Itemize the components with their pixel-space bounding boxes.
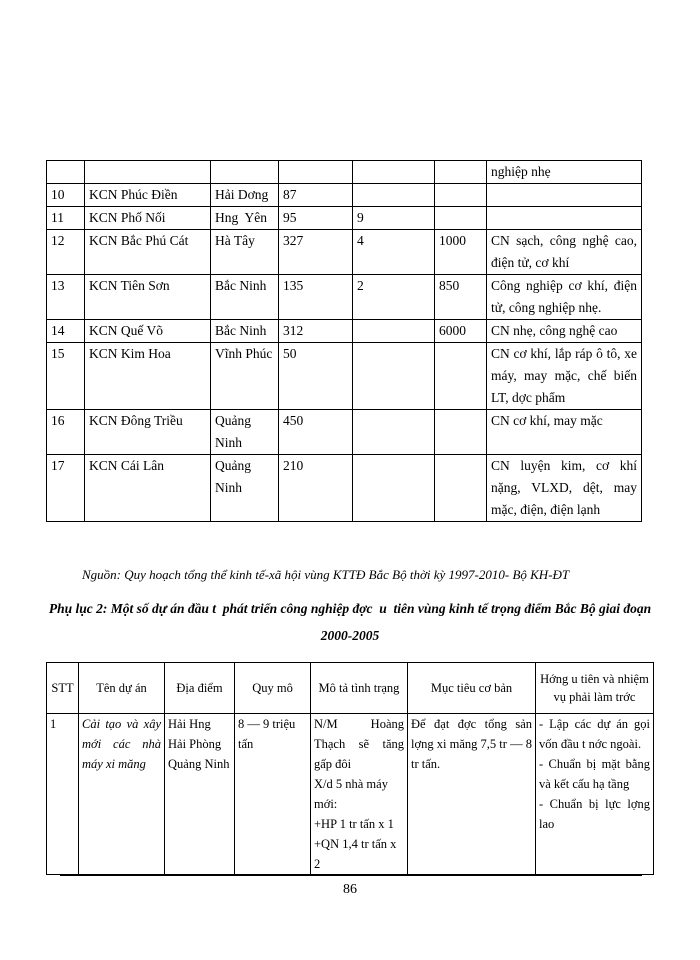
cell-province: Quảng Ninh [211,455,279,522]
table-row [47,184,642,207]
cell-col6 [435,161,487,184]
cell-direction [536,714,654,875]
table-row [47,207,642,230]
cell-no: 13 [47,275,85,320]
cell-col6 [435,184,487,207]
cell-name: KCN Phố Nối [85,207,211,230]
direction-line: - Chuẩn bị mặt bằng và kết cấu hạ tầng [539,757,650,791]
cell-area: 50 [279,343,353,410]
cell-desc: CN cơ khí, lắp ráp ô tô, xe máy, may mặc, chế biến LT, dợc phẩm [487,343,642,410]
direction-line: - Chuẩn bị lực lợng lao [539,797,650,831]
cell-stt: 1 [47,714,79,875]
cell-col6 [435,343,487,410]
table-row [47,343,642,410]
table-row [47,275,642,320]
cell-province: Quảng Ninh [211,410,279,455]
page-number: 86 [343,882,357,897]
cell-desc: CN sạch, công nghệ cao, điện tử, cơ khí [487,230,642,275]
location-line: Hải Hng [168,717,211,731]
cell-name: KCN Bắc Phú Cát [85,230,211,275]
cell-name: KCN Đông Triều [85,410,211,455]
cell-area: 210 [279,455,353,522]
cell-name: KCN Phúc Điền [85,184,211,207]
cell-col5 [353,343,435,410]
direction-line: - Lập các dự án gọi vốn đầu t nớc ngoài. [539,717,650,751]
status-line: +QN 1,4 tr tấn x 2 [314,837,397,871]
header-project: Tên dự án [79,663,165,714]
header-status: Mô tả tình trạng [311,663,408,714]
cell-name: KCN Cái Lân [85,455,211,522]
header-goal: Mục tiêu cơ bản [408,663,536,714]
cell-area: 327 [279,230,353,275]
cell-no: 17 [47,455,85,522]
cell-desc: CN luyện kim, cơ khí nặng, VLXD, dệt, may mặc, điện, điện lạnh [487,455,642,522]
header-stt: STT [47,663,79,714]
cell-no: 12 [47,230,85,275]
cell-area: 312 [279,320,353,343]
header-location: Địa điểm [165,663,235,714]
cell-desc [487,184,642,207]
cell-area: 450 [279,410,353,455]
cell-col5: 2 [353,275,435,320]
cell-no [47,161,85,184]
table-row [47,320,642,343]
cell-location [165,714,235,875]
cell-no: 14 [47,320,85,343]
cell-no: 10 [47,184,85,207]
cell-name [85,161,211,184]
cell-desc [487,207,642,230]
cell-no: 15 [47,343,85,410]
cell-col5 [353,320,435,343]
table-row [47,714,654,875]
cell-area [279,161,353,184]
header-scale: Quy mô [235,663,311,714]
location-line: Hải Phòng [168,737,222,751]
cell-province: Vĩnh Phúc [211,343,279,410]
cell-col6 [435,410,487,455]
appendix-title [40,595,660,649]
cell-province: Hng Yên [211,207,279,230]
cell-col6: 850 [435,275,487,320]
industrial-zones-table [46,160,642,522]
cell-area: 135 [279,275,353,320]
cell-col5 [353,455,435,522]
table-row [47,230,642,275]
footer-divider [60,875,642,876]
cell-desc: CN nhẹ, công nghệ cao [487,320,642,343]
cell-province: Hà Tây [211,230,279,275]
cell-col5: 9 [353,207,435,230]
cell-col5 [353,161,435,184]
table-row [47,410,642,455]
cell-no: 11 [47,207,85,230]
appendix-title-line: Phụ lục 2: Một số dự án đầu t phát triển công nghiệp đợc u tiên vùng kinh tế trọng điểm Bắc Bộ giai đoạn [48,601,652,616]
cell-scale: 8 — 9 triệu tấn [235,714,311,875]
cell-col6: 1000 [435,230,487,275]
table-header-row [47,663,654,714]
cell-province: Bắc Ninh [211,320,279,343]
cell-province [211,161,279,184]
header-direction: Hớng u tiên và nhiệm vụ phải làm trớc [536,663,654,714]
cell-desc: nghiệp nhẹ [487,161,642,184]
cell-name: KCN Tiên Sơn [85,275,211,320]
cell-goal: Để đạt đợc tổng sản lợng xi măng 7,5 tr — 8 tr tấn. [408,714,536,875]
cell-col5 [353,184,435,207]
cell-col6 [435,207,487,230]
cell-name: KCN Quế Võ [85,320,211,343]
cell-col5 [353,410,435,455]
cell-area: 95 [279,207,353,230]
cell-col6: 6000 [435,320,487,343]
appendix-title-period: 2000-2005 [320,628,380,643]
cell-desc: CN cơ khí, may mặc [487,410,642,455]
cell-col6 [435,455,487,522]
status-line: X/d 5 nhà máy mới: [314,777,388,811]
cell-area: 87 [279,184,353,207]
source-note: Nguồn: Quy hoạch tổng thể kinh tế-xã hội vùng KTTĐ Bắc Bộ thời kỳ 1997-2010- Bộ KH-ĐT [82,567,570,582]
cell-desc: Công nghiệp cơ khí, điện tử, công nghiệp nhẹ. [487,275,642,320]
cell-no: 16 [47,410,85,455]
status-line: N/M Hoàng Thạch sẽ tăng gấp đôi [314,717,404,771]
cell-name: KCN Kim Hoa [85,343,211,410]
cell-province: Hải Dơng [211,184,279,207]
location-line: Quảng Ninh [168,757,230,771]
table-row [47,455,642,522]
cell-province: Bắc Ninh [211,275,279,320]
table-row [47,161,642,184]
cell-status [311,714,408,875]
cell-col5: 4 [353,230,435,275]
status-line: +HP 1 tr tấn x 1 [314,817,394,831]
cell-project: Cải tạo và xây mới các nhà máy xi măng [79,714,165,875]
projects-table [46,662,654,875]
